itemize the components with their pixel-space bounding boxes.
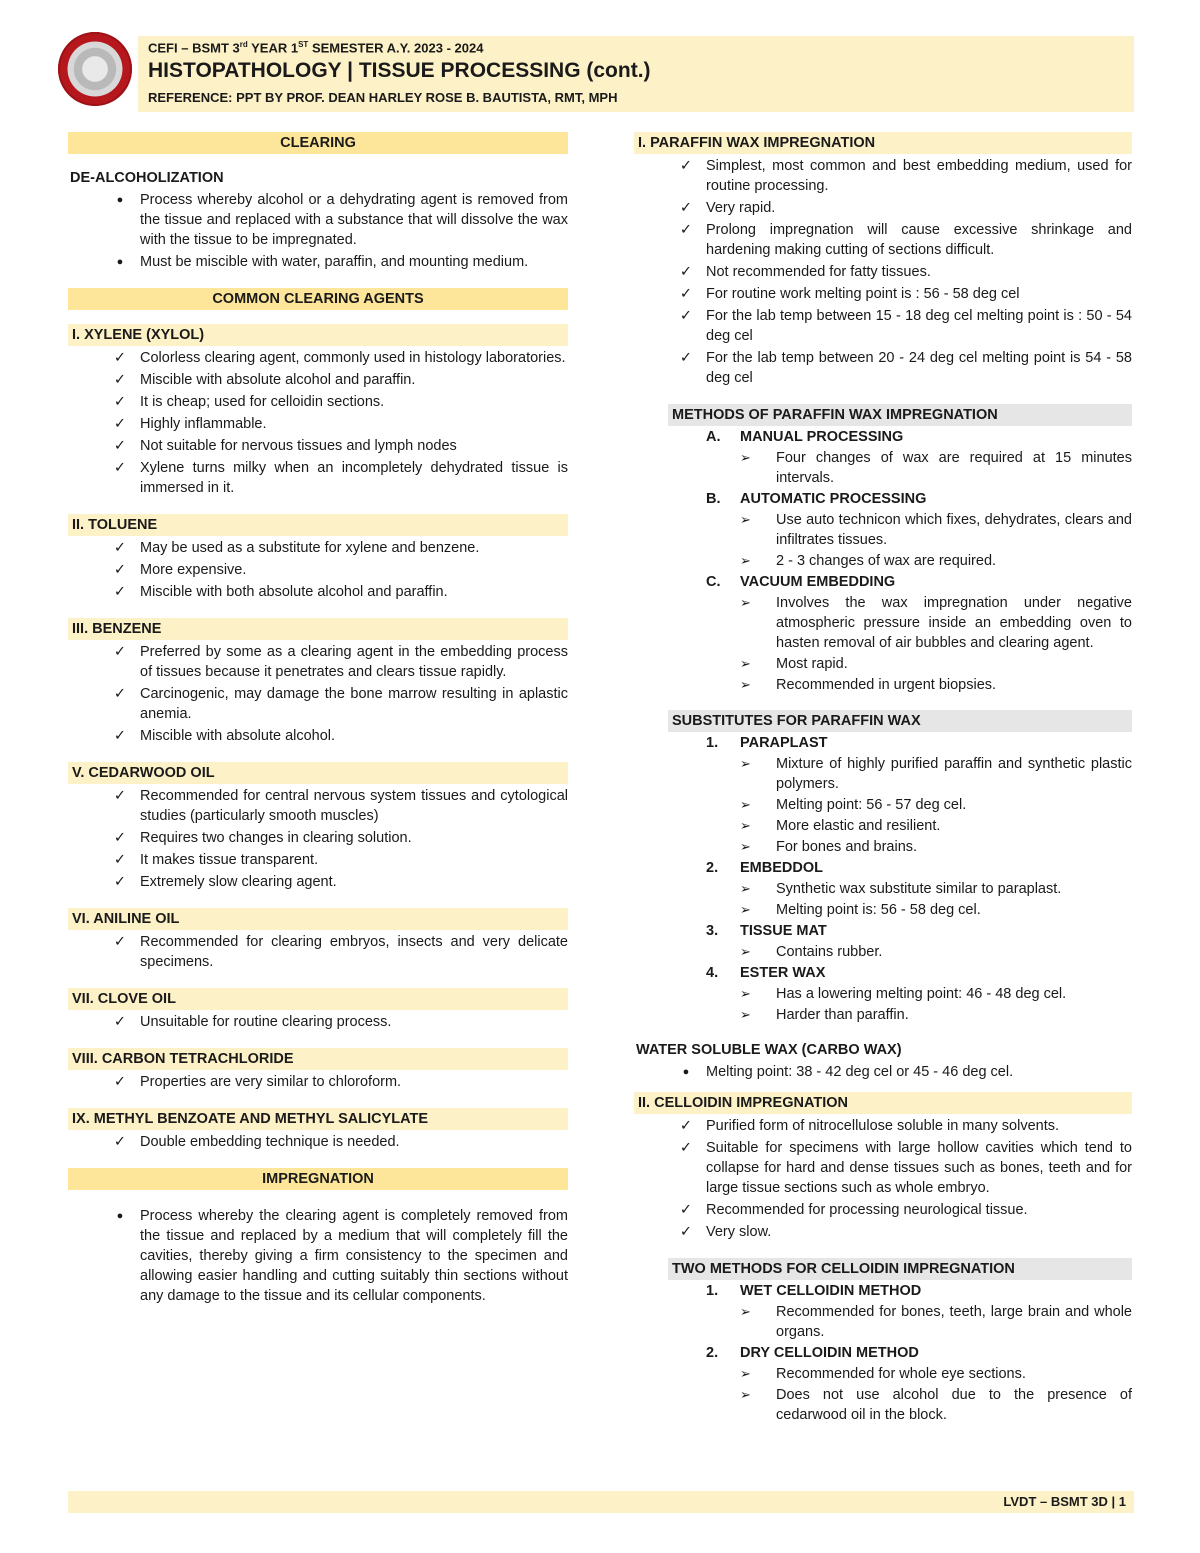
list-item [634, 1222, 1132, 1242]
list-item-text: More elastic and resilient. [776, 818, 941, 834]
method-heading [634, 921, 1132, 941]
list-item [68, 1072, 568, 1092]
list-item-text: Highly inflammable. [140, 416, 267, 432]
arrow-bullet-icon: ➢ [740, 656, 751, 671]
left-column [68, 132, 568, 1308]
arrow-bullet-icon: ➢ [740, 677, 751, 692]
agent-heading: I. XYLENE (XYLOL) [68, 324, 568, 346]
list-item [634, 1005, 1132, 1025]
section-heading: IMPREGNATION [68, 1168, 568, 1190]
section-heading: I. PARAFFIN WAX IMPREGNATION [634, 132, 1132, 154]
check-list [634, 1116, 1132, 1242]
check-mark-icon: ✓ [113, 830, 127, 846]
arrow-list [634, 942, 1132, 962]
list-item-text: Process whereby the clearing agent is completely removed from the tissue and replaced by a medium that will completely fill the cavities, thereby giving a firm consistency to the specimen and allowing easier handling and cutting suitably thin sections without any damage to the tissue and its cellular components. [140, 1208, 568, 1304]
bullet-icon: ● [682, 1066, 690, 1078]
method-name: TISSUE MAT [740, 923, 827, 939]
agent-heading: VIII. CARBON TETRACHLORIDE [68, 1048, 568, 1070]
list-item-text: Unsuitable for routine clearing process. [140, 1014, 392, 1030]
arrow-bullet-icon: ➢ [740, 902, 751, 917]
list-item-text: Most rapid. [776, 656, 848, 672]
arrow-bullet-icon: ➢ [740, 595, 751, 610]
section-heading: II. CELLOIDIN IMPREGNATION [634, 1092, 1132, 1114]
method-name: VACUUM EMBEDDING [740, 574, 896, 590]
bullet-list [68, 190, 568, 272]
list-item-text: Use auto technicon which fixes, dehydrates, clears and infiltrates tissues. [776, 512, 1132, 548]
list-item-text: Mixture of highly purified paraffin and synthetic plastic polymers. [776, 756, 1132, 792]
list-item-text: Four changes of wax are required at 15 minutes intervals. [776, 450, 1132, 486]
list-item [634, 942, 1132, 962]
arrow-bullet-icon: ➢ [740, 797, 751, 812]
list-item [68, 932, 568, 972]
list-item-text: May be used as a substitute for xylene and benzene. [140, 540, 480, 556]
arrow-list [634, 984, 1132, 1025]
list-item-text: Recommended for clearing embryos, insects and very delicate specimens. [140, 934, 568, 970]
list-item-text: Does not use alcohol due to the presence of cedarwood oil in the block. [776, 1387, 1132, 1423]
list-item-text: Melting point: 38 - 42 deg cel or 45 - 46 deg cel. [706, 1064, 1014, 1080]
check-list [68, 538, 568, 602]
list-item [634, 593, 1132, 653]
check-mark-icon: ✓ [679, 350, 693, 366]
check-mark-icon: ✓ [113, 644, 127, 660]
list-item-text: Not recommended for fatty tissues. [706, 264, 931, 280]
check-mark-icon: ✓ [113, 416, 127, 432]
list-item-text: More expensive. [140, 562, 247, 578]
check-list [68, 1012, 568, 1032]
list-item-text: Suitable for specimens with large hollow cavities which tend to collapse for hard and dense tissues such as bones, teeth and for large tissue sections such as whole embryo. [706, 1140, 1132, 1196]
list-item-text: Xylene turns milky when an incompletely dehydrated tissue is immersed in it. [140, 460, 568, 496]
list-item [68, 370, 568, 390]
arrow-bullet-icon: ➢ [740, 553, 751, 568]
check-list [68, 642, 568, 746]
list-item-text: Miscible with both absolute alcohol and paraffin. [140, 584, 448, 600]
list-item [634, 654, 1132, 674]
arrow-list [634, 879, 1132, 920]
list-item-text: For the lab temp between 15 - 18 deg cel melting point is : 50 - 54 deg cel [706, 308, 1132, 344]
arrow-bullet-icon: ➢ [740, 1387, 751, 1402]
check-list [634, 156, 1132, 388]
agent-heading: V. CEDARWOOD OIL [68, 762, 568, 784]
arrow-bullet-icon: ➢ [740, 944, 751, 959]
check-mark-icon: ✓ [113, 852, 127, 868]
list-item [68, 582, 568, 602]
subsection-heading: TWO METHODS FOR CELLOIDIN IMPREGNATION [668, 1258, 1132, 1280]
list-item [634, 984, 1132, 1004]
list-item-text: Not suitable for nervous tissues and lymph nodes [140, 438, 457, 454]
arrow-list [634, 754, 1132, 857]
list-item [634, 675, 1132, 695]
arrow-bullet-icon: ➢ [740, 839, 751, 854]
arrow-bullet-icon: ➢ [740, 1366, 751, 1381]
agent-heading: II. TOLUENE [68, 514, 568, 536]
page-title: HISTOPATHOLOGY | TISSUE PROCESSING (cont.) [148, 59, 651, 82]
check-mark-icon: ✓ [113, 934, 127, 950]
method-label: C. [706, 574, 721, 590]
list-item-text: Melting point is: 56 - 58 deg cel. [776, 902, 981, 918]
check-mark-icon: ✓ [679, 308, 693, 324]
arrow-bullet-icon: ➢ [740, 818, 751, 833]
list-item [68, 436, 568, 456]
list-item-text: Requires two changes in clearing solution. [140, 830, 412, 846]
reference-line: REFERENCE: PPT BY PROF. DEAN HARLEY ROSE B. BAUTISTA, RMT, MPH [148, 90, 618, 105]
bullet-icon: ● [116, 256, 124, 268]
list-item-text: Recommended for bones, teeth, large brain and whole organs. [776, 1304, 1132, 1340]
list-item-text: Contains rubber. [776, 944, 883, 960]
method-heading [634, 489, 1132, 509]
arrow-bullet-icon: ➢ [740, 756, 751, 771]
method-name: AUTOMATIC PROCESSING [740, 491, 927, 507]
method-heading [634, 427, 1132, 447]
method-name: DRY CELLOIDIN METHOD [740, 1345, 919, 1361]
list-item-text: Synthetic wax substitute similar to paraplast. [776, 881, 1062, 897]
method-label: A. [706, 429, 721, 445]
arrow-bullet-icon: ➢ [740, 1007, 751, 1022]
check-mark-icon: ✓ [113, 686, 127, 702]
arrow-bullet-icon: ➢ [740, 450, 751, 465]
list-item [634, 198, 1132, 218]
list-item [634, 1062, 1132, 1082]
check-mark-icon: ✓ [113, 394, 127, 410]
list-item [634, 1364, 1132, 1384]
method-heading [634, 1281, 1132, 1301]
method-heading [634, 572, 1132, 592]
agent-heading: VII. CLOVE OIL [68, 988, 568, 1010]
list-item-text: For the lab temp between 20 - 24 deg cel melting point is 54 - 58 deg cel [706, 350, 1132, 386]
list-item [68, 252, 568, 272]
check-mark-icon: ✓ [679, 1224, 693, 1240]
right-column [634, 132, 1132, 1426]
check-mark-icon: ✓ [679, 1202, 693, 1218]
arrow-bullet-icon: ➢ [740, 881, 751, 896]
list-item [634, 1302, 1132, 1342]
check-mark-icon: ✓ [113, 350, 127, 366]
agent-heading: VI. ANILINE OIL [68, 908, 568, 930]
arrow-bullet-icon: ➢ [740, 512, 751, 527]
list-item-text: Purified form of nitrocellulose soluble in many solvents. [706, 1118, 1059, 1134]
method-label: 1. [706, 1283, 719, 1299]
list-item-text: Recommended for whole eye sections. [776, 1366, 1026, 1382]
arrow-list [634, 1364, 1132, 1425]
method-heading [634, 858, 1132, 878]
list-item-text: Miscible with absolute alcohol. [140, 728, 336, 744]
check-mark-icon: ✓ [679, 158, 693, 174]
subsection-heading: WATER SOLUBLE WAX (CARBO WAX) [636, 1042, 902, 1058]
list-item-text: Involves the wax impregnation under negative atmospheric pressure inside an embedding oven to hasten removal of air bubbles and clearing agent. [776, 595, 1132, 651]
method-heading [634, 1343, 1132, 1363]
check-mark-icon: ✓ [113, 788, 127, 804]
section-heading: CLEARING [68, 132, 568, 154]
list-item [68, 684, 568, 724]
check-mark-icon: ✓ [679, 1118, 693, 1134]
method-name: WET CELLOIDIN METHOD [740, 1283, 922, 1299]
check-list [68, 1072, 568, 1092]
list-item [68, 726, 568, 746]
list-item-text: Properties are very similar to chloroform. [140, 1074, 402, 1090]
list-item-text: Prolong impregnation will cause excessive shrinkage and hardening making cutting of sections difficult. [706, 222, 1132, 258]
list-item [68, 414, 568, 434]
list-item [68, 538, 568, 558]
list-item [68, 1132, 568, 1152]
method-group [634, 1281, 1132, 1425]
method-label: 2. [706, 860, 719, 876]
check-list [68, 348, 568, 498]
subsection-heading: METHODS OF PARAFFIN WAX IMPREGNATION [668, 404, 1132, 426]
list-item [634, 306, 1132, 346]
list-item [68, 1012, 568, 1032]
list-item [634, 1200, 1132, 1220]
check-mark-icon: ✓ [679, 264, 693, 280]
list-item [68, 642, 568, 682]
list-item-text: Recommended for central nervous system tissues and cytological studies (particularly smooth muscles) [140, 788, 568, 824]
method-name: PARAPLAST [740, 735, 828, 751]
list-item [634, 1385, 1132, 1425]
method-heading [634, 963, 1132, 983]
page-header [58, 32, 1134, 110]
list-item-text: Extremely slow clearing agent. [140, 874, 337, 890]
bullet-icon: ● [116, 1210, 124, 1222]
method-heading [634, 733, 1132, 753]
method-group [634, 427, 1132, 695]
school-seal-icon [58, 32, 132, 106]
list-item [68, 348, 568, 368]
list-item [68, 190, 568, 250]
list-item-text: Has a lowering melting point: 46 - 48 deg cel. [776, 986, 1067, 1002]
check-mark-icon: ✓ [113, 562, 127, 578]
section-heading: COMMON CLEARING AGENTS [68, 288, 568, 310]
list-item-text: Process whereby alcohol or a dehydrating agent is removed from the tissue and replaced with a substance that will dissolve the wax with the tissue to be impregnated. [140, 192, 568, 248]
list-item-text: Carcinogenic, may damage the bone marrow resulting in aplastic anemia. [140, 686, 568, 722]
list-item [634, 1138, 1132, 1198]
list-item-text: For routine work melting point is : 56 - 58 deg cel [706, 286, 1020, 302]
check-mark-icon: ✓ [113, 540, 127, 556]
method-label: B. [706, 491, 721, 507]
arrow-bullet-icon: ➢ [740, 1304, 751, 1319]
agent-heading: III. BENZENE [68, 618, 568, 640]
list-item-text: Preferred by some as a clearing agent in the embedding process of tissues because it penetrates and clears tissue rapidly. [140, 644, 568, 680]
check-mark-icon: ✓ [113, 874, 127, 890]
list-item [634, 837, 1132, 857]
list-item-text: Recommended in urgent biopsies. [776, 677, 997, 693]
list-item [634, 551, 1132, 571]
list-item-text: It makes tissue transparent. [140, 852, 319, 868]
list-item [634, 220, 1132, 260]
check-mark-icon: ✓ [679, 286, 693, 302]
check-mark-icon: ✓ [113, 1134, 127, 1150]
bullet-list [68, 1206, 568, 1306]
list-item-text: Harder than paraffin. [776, 1007, 909, 1023]
arrow-list [634, 448, 1132, 488]
list-item-text: Colorless clearing agent, commonly used in histology laboratories. [140, 350, 566, 366]
arrow-bullet-icon: ➢ [740, 986, 751, 1001]
check-list [68, 1132, 568, 1152]
check-mark-icon: ✓ [113, 460, 127, 476]
list-item [634, 816, 1132, 836]
subsection-heading: SUBSTITUTES FOR PARAFFIN WAX [668, 710, 1132, 732]
check-mark-icon: ✓ [113, 1014, 127, 1030]
list-item-text: Simplest, most common and best embedding medium, used for routine processing. [706, 158, 1132, 194]
arrow-list [634, 593, 1132, 695]
check-mark-icon: ✓ [679, 200, 693, 216]
list-item [634, 262, 1132, 282]
list-item [634, 284, 1132, 304]
check-mark-icon: ✓ [113, 584, 127, 600]
method-name: ESTER WAX [740, 965, 826, 981]
check-mark-icon: ✓ [679, 222, 693, 238]
method-name: MANUAL PROCESSING [740, 429, 904, 445]
method-group [634, 733, 1132, 1025]
list-item [68, 872, 568, 892]
list-item-text: 2 - 3 changes of wax are required. [776, 553, 997, 569]
list-item-text: Miscible with absolute alcohol and paraffin. [140, 372, 416, 388]
list-item-text: Very rapid. [706, 200, 776, 216]
list-item [634, 879, 1132, 899]
subsection-heading: DE-ALCOHOLIZATION [70, 170, 224, 186]
list-item [68, 560, 568, 580]
method-label: 1. [706, 735, 719, 751]
course-line: CEFI – BSMT 3rd YEAR 1ST SEMESTER A.Y. 2023 - 2024 [148, 40, 484, 56]
check-mark-icon: ✓ [679, 1140, 693, 1156]
agent-heading: IX. METHYL BENZOATE AND METHYL SALICYLATE [68, 1108, 568, 1130]
page-footer: LVDT – BSMT 3D | 1 [68, 1491, 1134, 1513]
list-item-text: Very slow. [706, 1224, 772, 1240]
check-list [68, 932, 568, 972]
list-item-text: Must be miscible with water, paraffin, and mounting medium. [140, 254, 529, 270]
list-item [68, 392, 568, 412]
list-item [68, 786, 568, 826]
list-item-text: For bones and brains. [776, 839, 918, 855]
method-label: 3. [706, 923, 719, 939]
list-item [634, 754, 1132, 794]
check-mark-icon: ✓ [113, 372, 127, 388]
check-list [68, 786, 568, 892]
list-item-text: Recommended for processing neurological tissue. [706, 1202, 1028, 1218]
check-mark-icon: ✓ [113, 1074, 127, 1090]
method-name: EMBEDDOL [740, 860, 823, 876]
list-item [634, 448, 1132, 488]
bullet-list [634, 1062, 1132, 1082]
list-item [634, 156, 1132, 196]
list-item [634, 900, 1132, 920]
check-mark-icon: ✓ [113, 728, 127, 744]
arrow-list [634, 1302, 1132, 1342]
arrow-list [634, 510, 1132, 571]
list-item-text: Double embedding technique is needed. [140, 1134, 400, 1150]
method-label: 4. [706, 965, 719, 981]
list-item-text: Melting point: 56 - 57 deg cel. [776, 797, 967, 813]
list-item-text: It is cheap; used for celloidin sections. [140, 394, 385, 410]
list-item [68, 458, 568, 498]
list-item [68, 1206, 568, 1306]
method-label: 2. [706, 1345, 719, 1361]
list-item [634, 510, 1132, 550]
list-item [634, 795, 1132, 815]
bullet-icon: ● [116, 194, 124, 206]
check-mark-icon: ✓ [113, 438, 127, 454]
list-item [634, 1116, 1132, 1136]
list-item [634, 348, 1132, 388]
list-item [68, 850, 568, 870]
list-item [68, 828, 568, 848]
